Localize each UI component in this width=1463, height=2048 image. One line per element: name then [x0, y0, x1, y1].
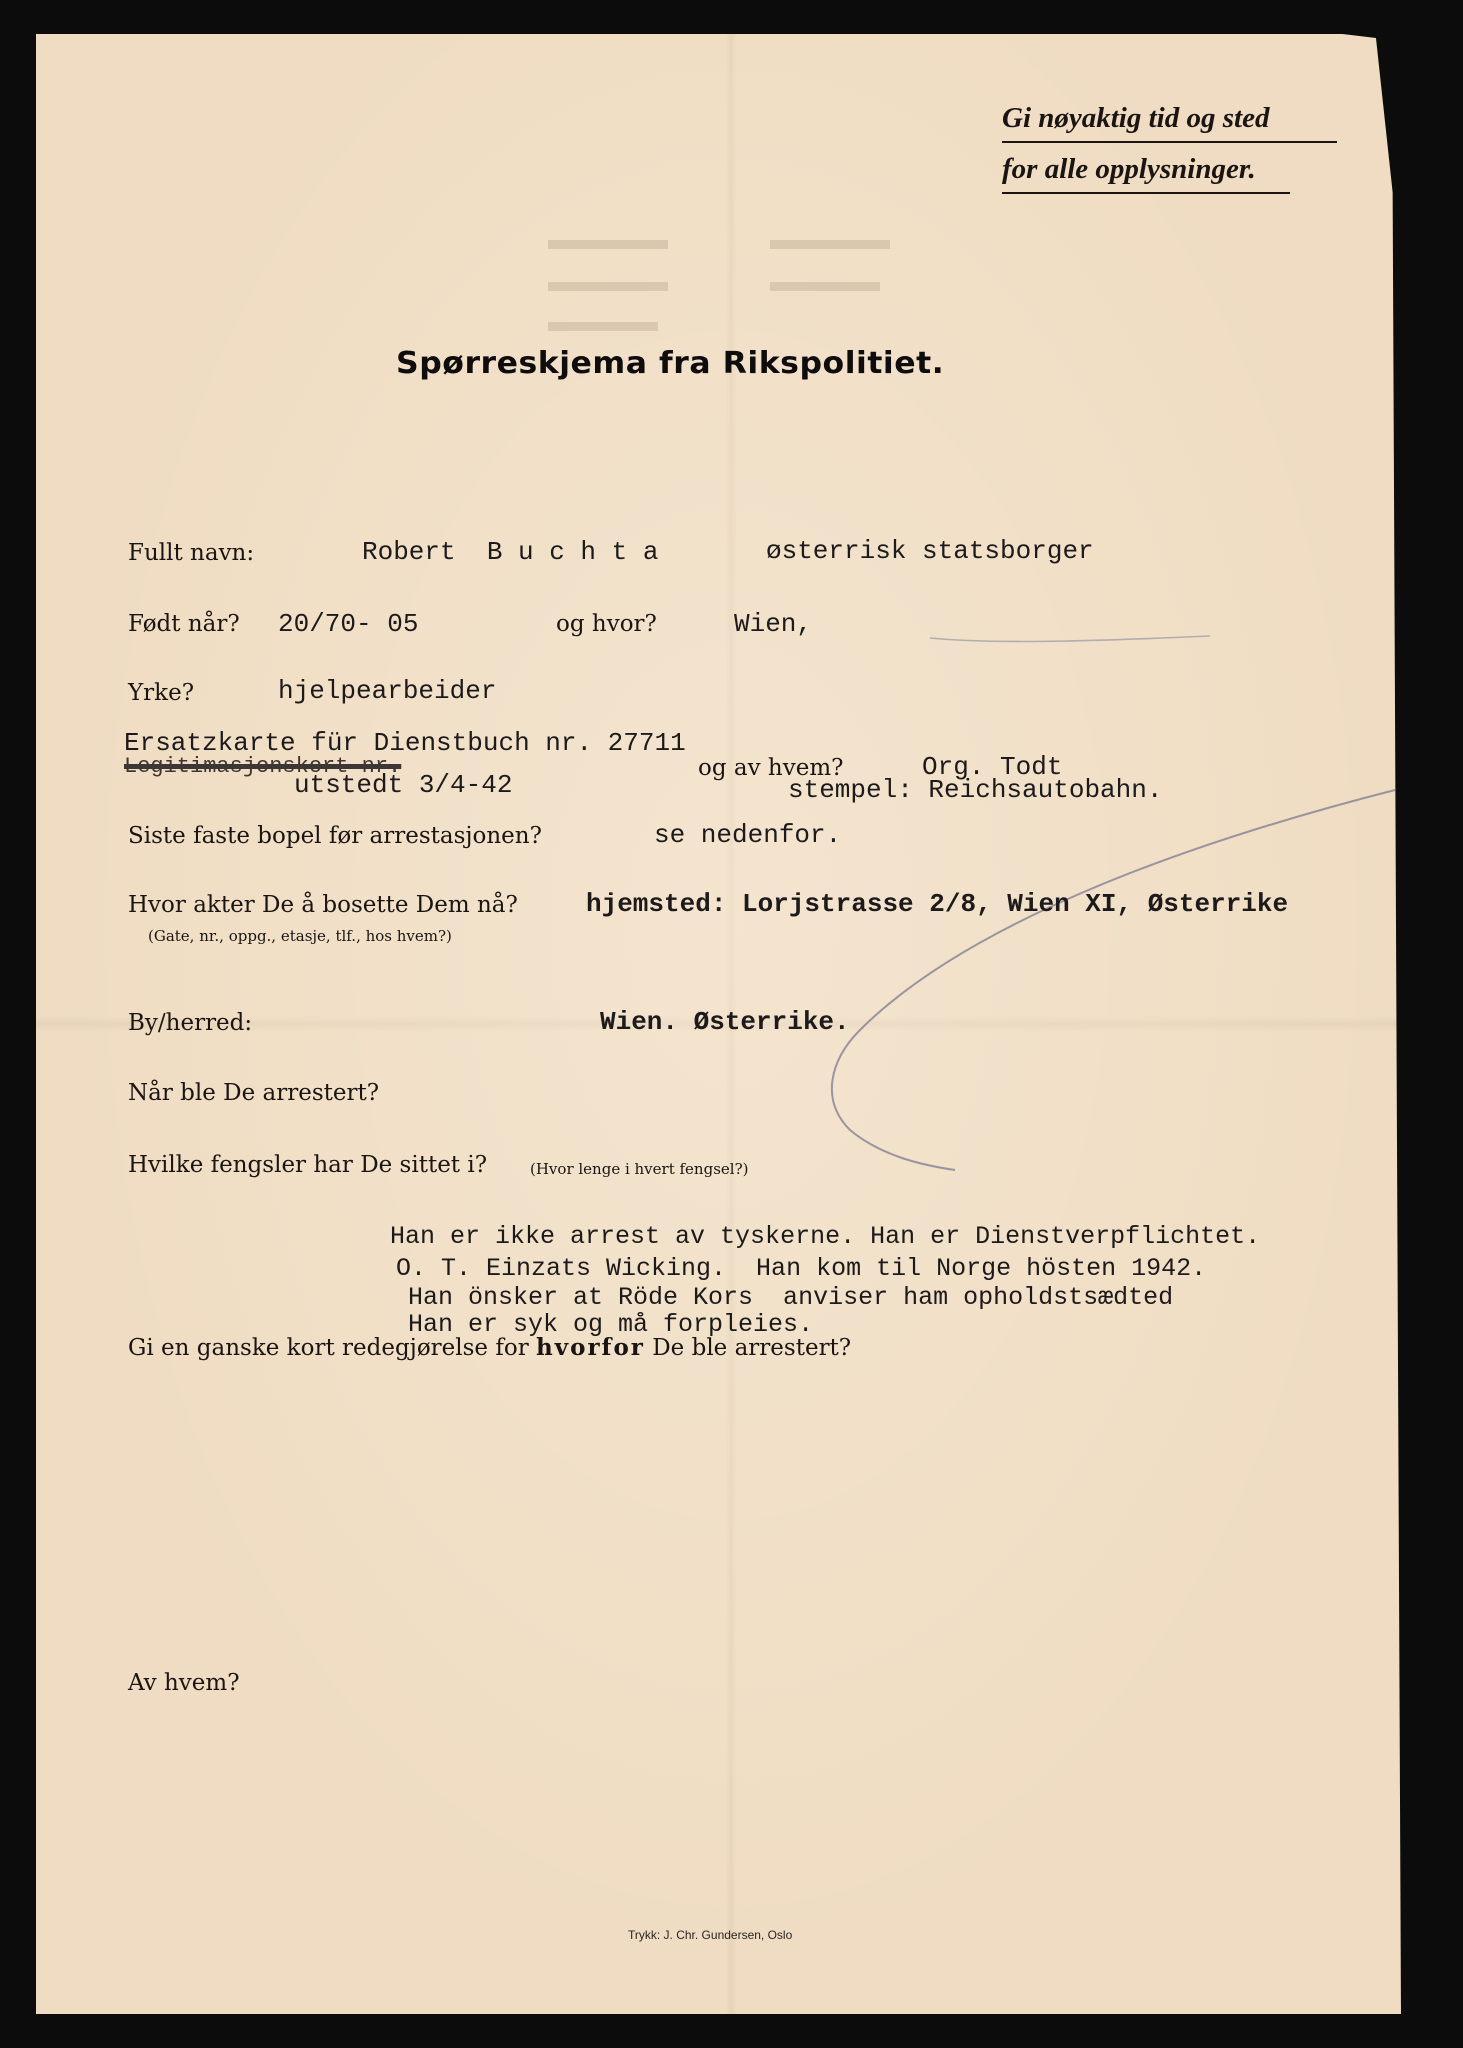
header-note-line1: Gi nøyaktig tid og sted — [1002, 102, 1270, 134]
settle-label: Hvor akter De å bosette Dem nå? — [128, 892, 518, 918]
reason-label-end: De ble arrestert? — [644, 1335, 852, 1361]
settle-value: hjemsted: Lorjstrasse 2/8, Wien XI, Østerrike — [586, 889, 1289, 919]
show-through-mark — [770, 240, 890, 249]
born-label: Født når? — [128, 611, 240, 637]
statement-line-2: O. T. Einzats Wicking. Han kom til Norge hösten 1942. — [396, 1254, 1207, 1283]
prisons-hint: (Hvor lenge i hvert fengsel?) — [530, 1160, 749, 1178]
occupation-label: Yrke? — [128, 680, 195, 706]
name-value: Robert B u c h t a — [362, 537, 659, 567]
settle-hint: (Gate, nr., oppg., etasje, tlf., hos hvem?) — [148, 927, 452, 945]
arrested-when-label: Når ble De arrestert? — [128, 1080, 380, 1106]
show-through-mark — [548, 322, 658, 331]
statement-line-1: Han er ikke arrest av tyskerne. Han er Dienstverpflichtet. — [390, 1222, 1261, 1251]
occupation-value: hjelpearbeider — [278, 676, 497, 706]
prisons-label: Hvilke fengsler har De sittet i? — [128, 1152, 488, 1178]
id-by-whom-label: og av hvem? — [698, 755, 844, 781]
by-whom-label: Av hvem? — [128, 1670, 240, 1696]
statement-line-4: Han er syk og må forpleies. — [408, 1310, 814, 1339]
id-by-whom-value: Org. Todt — [922, 752, 1063, 782]
name-label: Fullt navn: — [128, 540, 255, 566]
printer-imprint: Trykk: J. Chr. Gundersen, Oslo — [628, 1928, 793, 1942]
reason-label — [128, 1334, 851, 1361]
born-where-label: og hvor? — [556, 611, 657, 637]
header-note-rule2 — [1002, 192, 1290, 194]
id-document-struck-label: Legitimasjonskort nr. — [124, 754, 402, 779]
municipality-value: Wien. Østerrike. — [600, 1007, 850, 1037]
show-through-mark — [770, 282, 880, 291]
show-through-mark — [548, 240, 668, 249]
id-document-typed: Ersatzkarte für Dienstbuch nr. 27711 — [124, 728, 686, 758]
statement-line-3: Han önsker at Röde Kors anviser ham opholdstsædted — [408, 1283, 1174, 1312]
reason-label-emph: hvorfor — [536, 1334, 645, 1361]
id-document-issued: utstedt 3/4-42 — [294, 770, 513, 800]
header-note-rule1 — [1002, 141, 1337, 143]
pencil-curve — [832, 790, 1395, 1170]
born-value: 20/70- 05 — [278, 609, 419, 639]
id-stamp-value: stempel: Reichsautobahn. — [788, 775, 1163, 805]
last-address-label: Siste faste bopel før arrestasjonen? — [128, 823, 542, 849]
header-note-line2: for alle opplysninger. — [1002, 153, 1256, 185]
citizenship-value: østerrisk statsborger — [766, 536, 1094, 566]
pencil-dash — [930, 636, 1210, 642]
last-address-value: se nedenfor. — [654, 820, 842, 850]
page-title: Spørreskjema fra Rikspolitiet. — [396, 346, 945, 381]
born-where-value: Wien, — [734, 609, 813, 639]
reason-label-start: Gi en ganske kort redegjørelse for — [128, 1335, 537, 1361]
municipality-label: By/herred: — [128, 1010, 253, 1036]
show-through-mark — [548, 282, 668, 291]
